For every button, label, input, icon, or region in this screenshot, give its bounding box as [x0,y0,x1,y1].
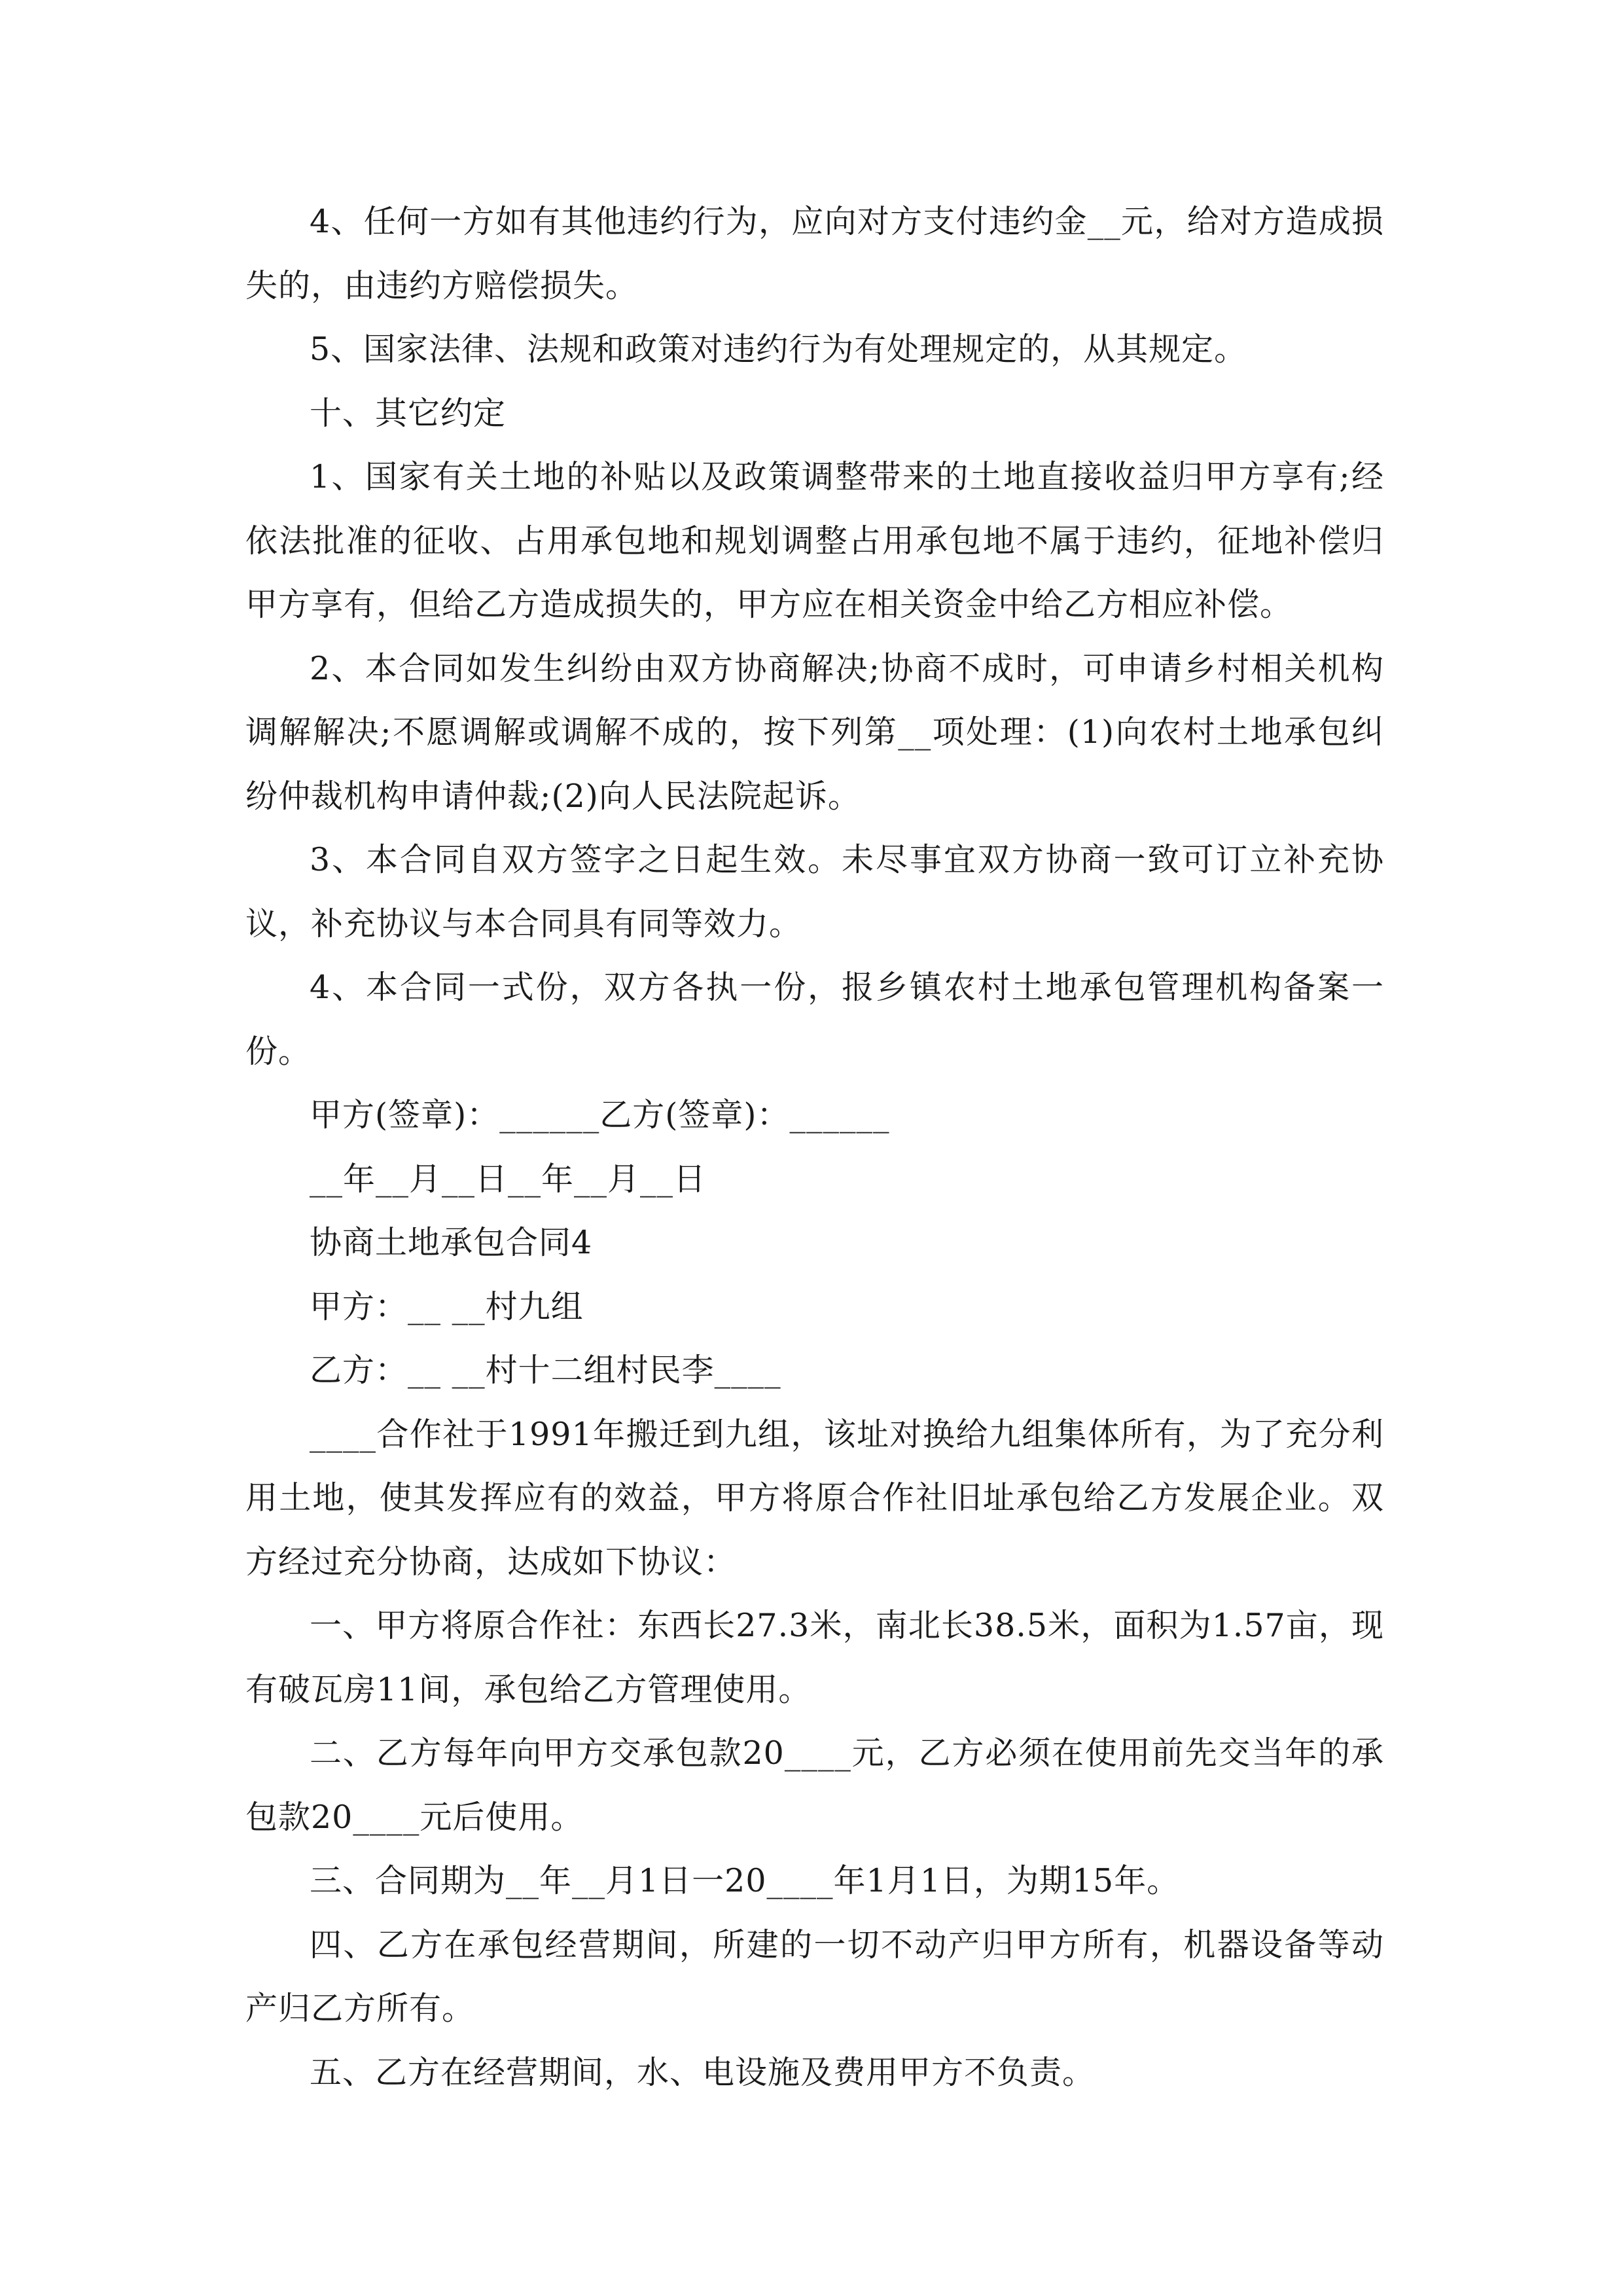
party-b: 乙方：__ __村十二组村民李____ [310,1352,781,1389]
document-body [245,190,1384,2104]
clause-5-legal-provisions: 5、国家法律、法规和政策对违约行为有处理规定的，从其规定。 [310,331,1247,368]
article-1-land-description: 一、甲方将原合作社：东西长27.3米，南北长38.5米，面积为1.57亩，现有破瓦房11间，承包给乙方管理使用。 [245,1607,1384,1708]
section-heading-other-agreements: 十、其它约定 [310,394,507,432]
clause-2-dispute-resolution: 2、本合同如发生纠纷由双方协商解决;协商不成时，可申请乡村相关机构调解解决;不愿调解或调解不成的，按下列第__项处理：(1)向农村土地承包纠纷仲裁机构申请仲裁;(2)向人民法院起诉。 [245,649,1384,815]
article-5-utilities: 五、乙方在经营期间，水、电设施及费用甲方不负责。 [310,2053,1096,2091]
article-2-contract-fee: 二、乙方每年向甲方交承包款20____元，乙方必须在使用前先交当年的承包款20____元后使用。 [245,1734,1384,1836]
contract-title: 协商土地承包合同4 [310,1224,593,1261]
article-3-contract-term: 三、合同期为__年__月1日一20____年1月1日，为期15年。 [310,1862,1180,1899]
article-4-property-ownership: 四、乙方在承包经营期间，所建的一切不动产归甲方所有，机器设备等动产归乙方所有。 [245,1926,1384,2027]
clause-3-effectiveness: 3、本合同自双方签字之日起生效。未尽事宜双方协商一致可订立补充协议，补充协议与本合同具有同等效力。 [245,841,1384,942]
contract-preamble: ____合作社于1991年搬迁到九组，该址对换给九组集体所有，为了充分利用土地，使其发挥应有的效益，甲方将原合作社旧址承包给乙方发展企业。双方经过充分协商，达成如下协议： [245,1415,1384,1581]
date-line: __年__月__日__年__月__日 [310,1160,707,1198]
clause-4-other-breach: 4、任何一方如有其他违约行为，应向对方支付违约金__元，给对方造成损失的，由违约方赔偿损失。 [245,203,1384,304]
clause-4-copies: 4、本合同一式份，双方各执一份，报乡镇农村土地承包管理机构备案一份。 [245,969,1384,1070]
clause-1-land-subsidy: 1、国家有关土地的补贴以及政策调整带来的土地直接收益归甲方享有;经依法批准的征收、占用承包地和规划调整占用承包地不属于违约，征地补偿归甲方享有，但给乙方造成损失的，甲方应在相关资金中给乙方相应补偿。 [245,458,1384,623]
signature-line: 甲方(签章)：______乙方(签章)：______ [310,1096,890,1134]
party-a: 甲方：__ __村九组 [310,1287,584,1325]
